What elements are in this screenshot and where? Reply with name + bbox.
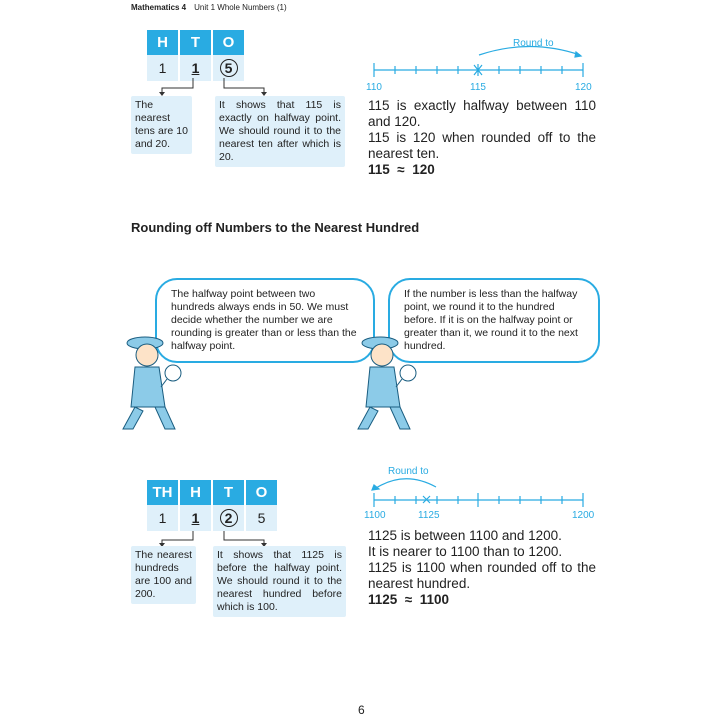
col-o: O [245, 480, 278, 505]
result-value: 115 [368, 162, 390, 177]
speech-bubble-left: The halfway point between two hundreds always ends in 50. We must decide whether the number we are rounding is greater than or less than the halfway point. [155, 278, 375, 363]
result-value: 120 [412, 162, 435, 177]
number-line-2 [360, 460, 610, 525]
detective-character-left [105, 325, 215, 440]
approx-sign: ≈ [404, 592, 413, 607]
tick-label: 1100 [364, 510, 386, 521]
result-1 [368, 162, 596, 178]
explanation-2 [368, 528, 596, 608]
digit-underlined: 1 [191, 60, 200, 76]
tick-label: 1200 [572, 510, 595, 521]
tick-label: 115 [470, 82, 486, 93]
digit-circled: 2 [220, 509, 238, 527]
digit: 1 [147, 55, 179, 81]
note-nearest-hundreds: The nearest hundreds are 100 and 200. [131, 546, 196, 604]
result-value: 1100 [419, 592, 450, 607]
result-value: 1125 [368, 592, 398, 607]
text-line: 115 is exactly halfway between 110 and 120. [368, 98, 596, 129]
col-t: T [179, 30, 212, 55]
number-line-1 [360, 30, 610, 95]
result-2 [368, 592, 596, 608]
speech-bubble-right: If the number is less than the halfway point, we round it to the hundred before. If it is on the halfway point or greater than it, we round it to the next hundred. [388, 278, 600, 363]
place-value-table-2 [147, 480, 279, 531]
unit-title: Unit 1 Whole Numbers (1) [194, 3, 287, 12]
col-o: O [212, 30, 245, 55]
col-h: H [147, 30, 179, 55]
round-to-label: Round to [388, 466, 429, 477]
page-number: 6 [358, 703, 365, 717]
note-halfway: It shows that 115 is exactly on halfway point. We should round it to the nearest ten after which is 20. [215, 96, 345, 167]
digit: 1 [147, 505, 179, 531]
book-title: Mathematics 4 [131, 3, 187, 12]
detective-character-right [340, 325, 450, 440]
text-line: 1125 is between 1100 and 1200. [368, 528, 562, 543]
col-h: H [179, 480, 212, 505]
note-nearest-tens: The nearest tens are 10 and 20. [131, 96, 192, 154]
round-to-label: Round to [513, 38, 554, 49]
digit-circled: 5 [220, 59, 238, 77]
text-line: 115 is 120 when rounded off to the nearest ten. [368, 130, 596, 161]
approx-sign: ≈ [397, 162, 405, 177]
col-th: TH [147, 480, 179, 505]
tick-label: 120 [575, 82, 592, 93]
explanation-1 [368, 98, 596, 178]
digit: 5 [245, 505, 278, 531]
tick-label: 1125 [418, 510, 440, 521]
section-title: Rounding off Numbers to the Nearest Hundred [131, 220, 420, 235]
tick-label: 110 [366, 82, 382, 93]
text-line: 1125 is 1100 when rounded off to the nearest hundred. [368, 560, 596, 591]
digit-underlined: 1 [191, 510, 200, 526]
note-before-halfway: It shows that 1125 is before the halfway point. We should round it to the nearest hundred before which is 100. [213, 546, 346, 617]
col-t: T [212, 480, 245, 505]
text-line: It is nearer to 1100 than to 1200. [368, 544, 563, 559]
